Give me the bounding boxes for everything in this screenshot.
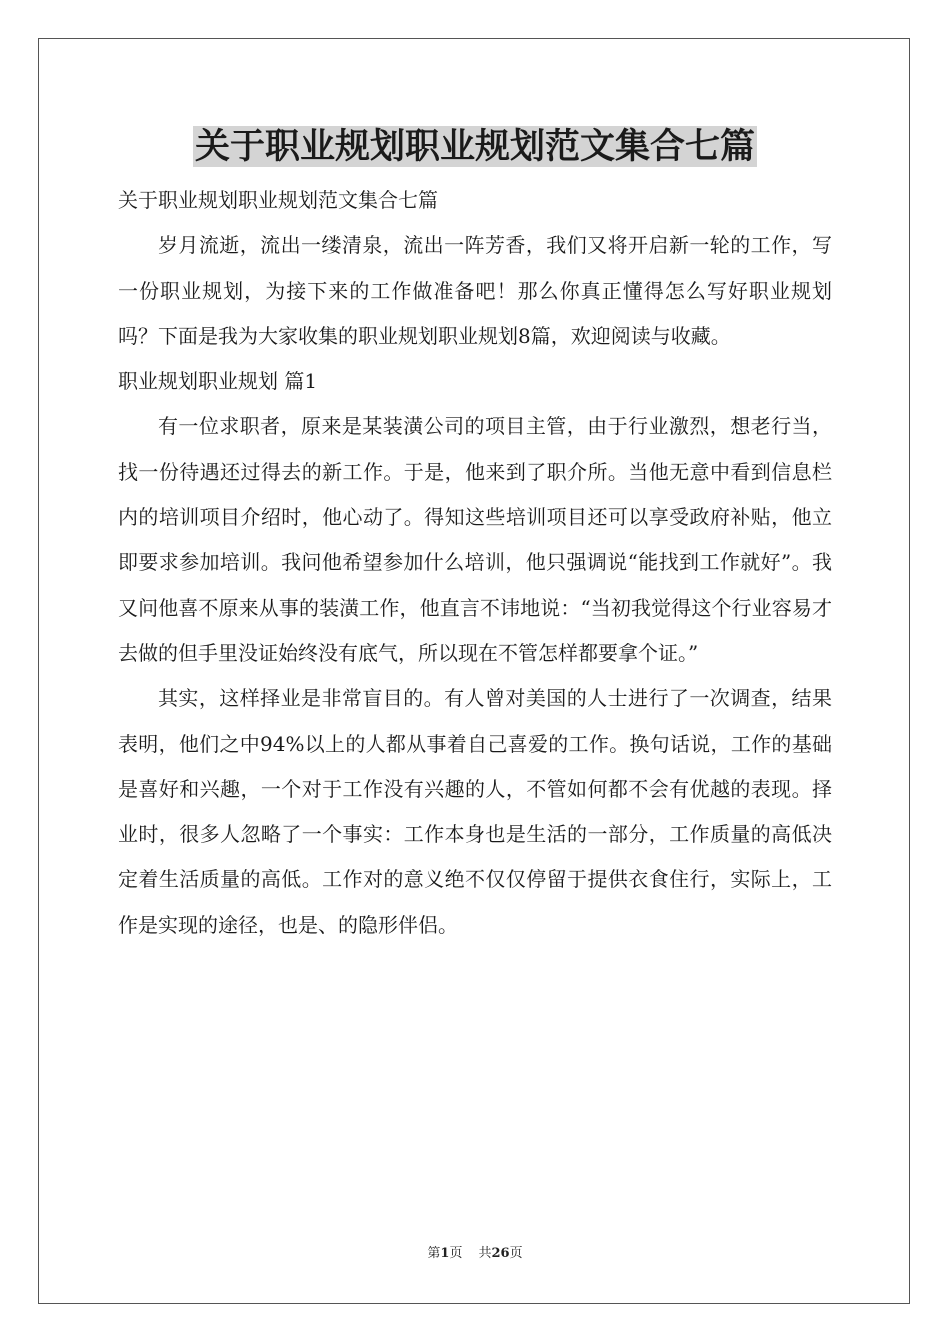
total-suffix: 页: [509, 1246, 523, 1261]
intro-paragraph: 岁月流逝，流出一缕清泉，流出一阵芳香，我们又将开启新一轮的工作，写一份职业规划，为接下来的工作做准备吧！那么你真正懂得怎么写好职业规划吗？下面是我为大家收集的职业规划职业规划8篇，欢迎阅读与收藏。: [118, 233, 832, 348]
page-suffix: 页: [449, 1246, 463, 1261]
document-title: [0, 122, 950, 172]
document-title-text: 关于职业规划职业规划范文集合七篇: [194, 126, 755, 167]
page-number: 1: [440, 1246, 450, 1261]
total-prefix: 共: [478, 1246, 492, 1261]
section-heading: 职业规划职业规划 篇1: [118, 369, 318, 394]
document-subtitle: 关于职业规划职业规划范文集合七篇: [118, 188, 438, 212]
body-paragraph: 有一位求职者，原来是某装潢公司的项目主管，由于行业激烈，想老行当，找一份待遇还过得去的新工作。于是，他来到了职介所。当他无意中看到信息栏内的培训项目介绍时，他心动了。得知这些培训项目还可以享受政府补贴，他立即要求参加培训。我问他希望参加什么培训，他只强调说“能找到工作就好”。我又问他喜不原来从事的装潢工作，他直言不讳地说：“当初我觉得这个行业容易才去做的但手里没证始终没有底气，所以现在不管怎样都要拿个证。”: [118, 414, 832, 665]
page-footer: [0, 1242, 950, 1261]
document-body: [118, 178, 832, 948]
page-prefix: 第: [427, 1246, 441, 1261]
page-total: 26: [491, 1246, 510, 1261]
body-paragraph: 其实，这样择业是非常盲目的。有人曾对美国的人士进行了一次调查，结果表明，他们之中94%以上的人都从事着自己喜爱的工作。换句话说，工作的基础是喜好和兴趣，一个对于工作没有兴趣的人，不管如何都不会有优越的表现。择业时，很多人忽略了一个事实：工作本身也是生活的一部分，工作质量的高低决定着生活质量的高低。工作对的意义绝不仅仅停留于提供衣食住行，实际上，工作是实现的途径，也是、的隐形伴侣。: [118, 686, 832, 937]
